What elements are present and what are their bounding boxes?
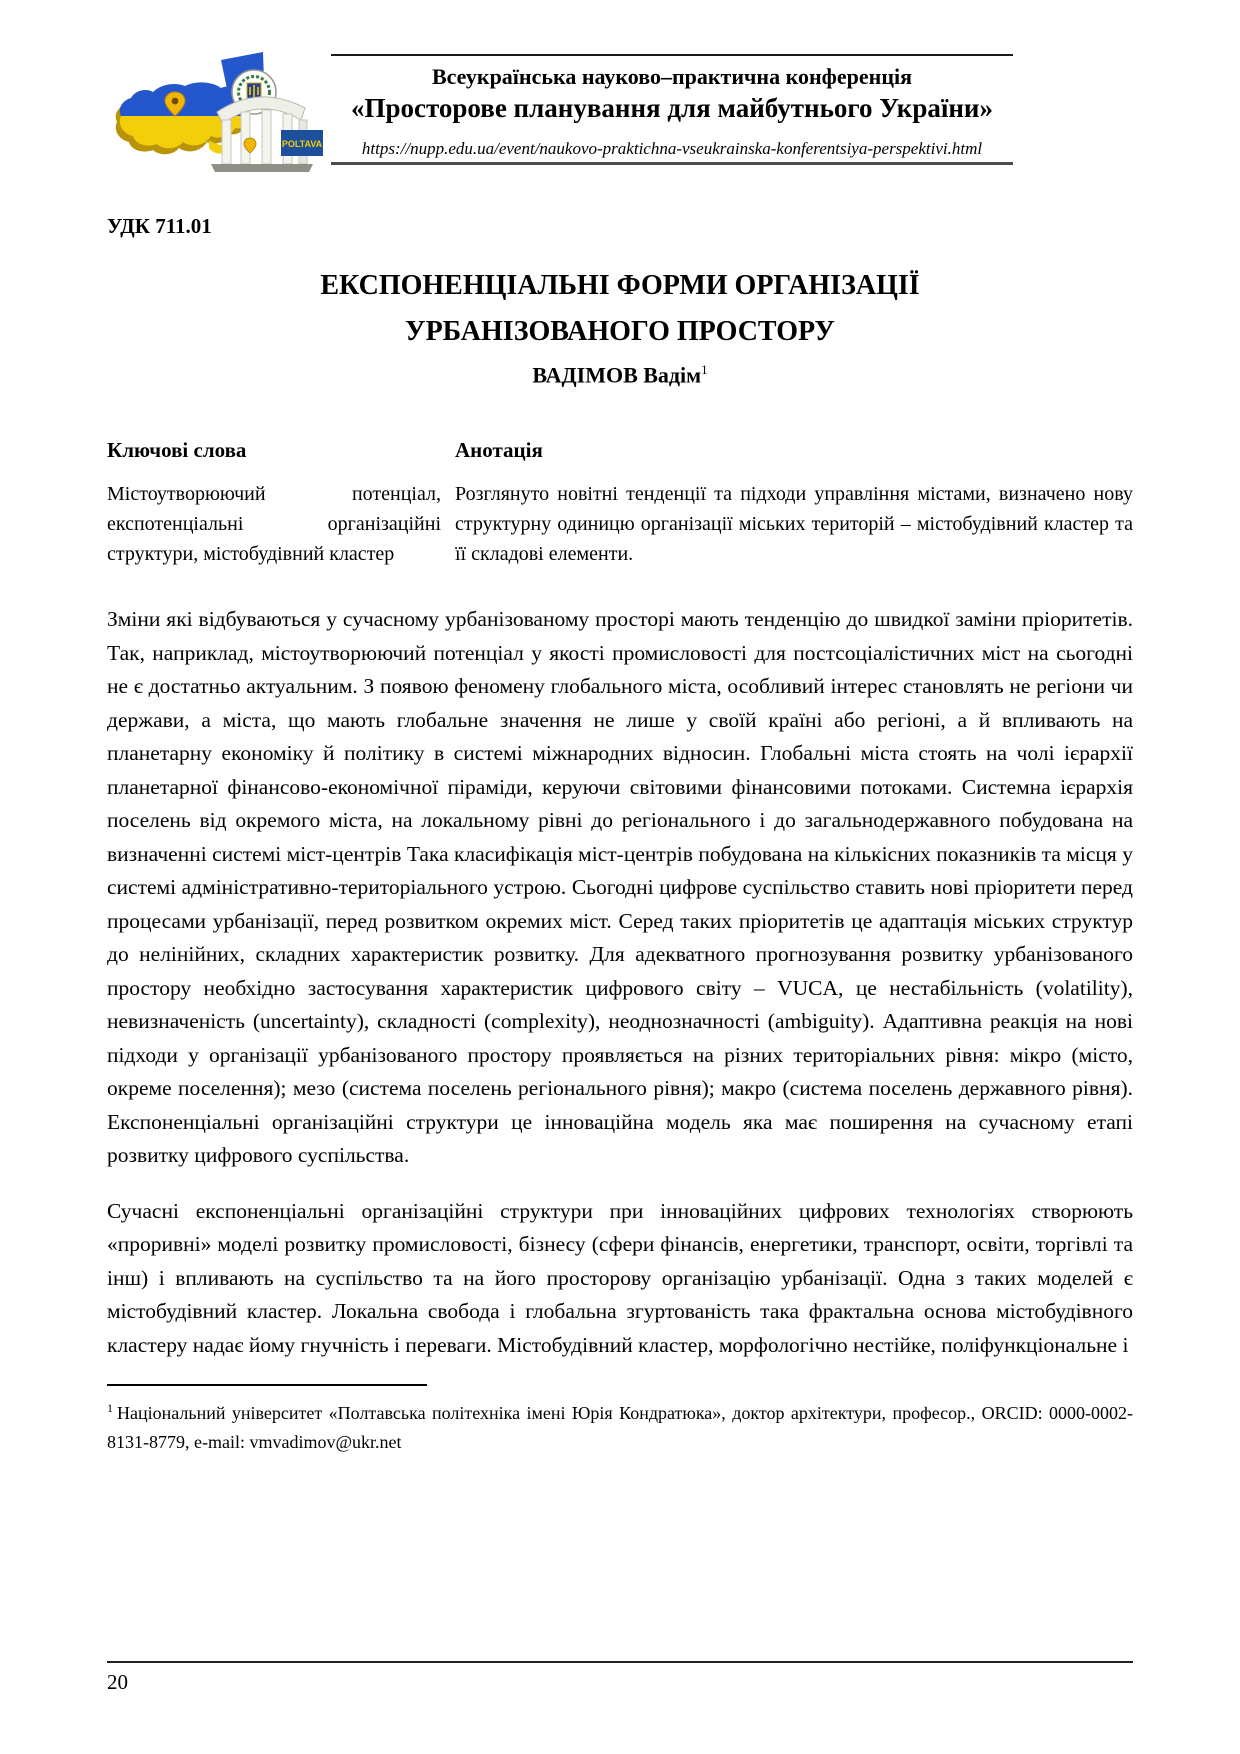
author-name-text: ВАДІМОВ Вадім <box>532 362 702 388</box>
page-number: 20 <box>107 1670 128 1694</box>
logo-graphic <box>113 50 323 176</box>
header-divider <box>331 162 1013 165</box>
abstract-header: Анотація <box>455 438 543 463</box>
abstract-text: Розглянуто новітні тенденції та підходи управління містами, визначено нову структурну одиницю організації міських територій – містобудівний кластер та її складові елементи. <box>455 483 1133 566</box>
keywords-text: Містоутворюючий потенціал, експотенціальні організаційні структури, містобудівний кластер <box>107 483 441 566</box>
page-header <box>107 50 1133 176</box>
conference-url-link[interactable]: https://nupp.edu.ua/event/naukovo-praktichna-vseukrainska-konferentsiya-perspektivi.html <box>361 139 983 158</box>
author-name <box>107 362 1133 388</box>
conference-name: Всеукраїнська науково–практична конференція <box>431 64 913 89</box>
article-title-line1: ЕКСПОНЕНЦІАЛЬНІ ФОРМИ ОРГАНІЗАЦІЇ <box>320 270 920 301</box>
poltava-label-text: POLTAVA <box>281 139 323 149</box>
article-title-line2: УРБАНІЗОВАНОГО ПРОСТОРУ <box>405 316 835 347</box>
footnote-block <box>107 1384 1133 1457</box>
footnote-divider <box>107 1384 427 1386</box>
footnote-text-line <box>107 1394 1133 1457</box>
page-footer <box>107 1661 1133 1695</box>
keywords-header: Ключові слова <box>107 438 247 463</box>
conference-header <box>331 54 1013 165</box>
footnote-mark: 1 <box>107 1401 113 1416</box>
author-footnote-mark: 1 <box>701 362 708 377</box>
university-logo <box>113 50 323 176</box>
udc-code: УДК 711.01 <box>107 214 212 238</box>
article-body <box>107 603 1133 1362</box>
article-title <box>107 263 1133 355</box>
footnote-text: Національний університет «Полтавська політехніка імені Юрія Кондратюка», доктор архітектури, професор., ORCID: 0000-0002-8131-8779, e-mail: vmvadimov@ukr.net <box>107 1403 1133 1453</box>
poltava-label <box>281 130 323 156</box>
body-paragraph-2: Сучасні експоненціальні організаційні структури при інноваційних цифрових технологіях створюють «проривні» моделі розвитку промисловості, бізнесу (сфери фінансів, енергетики, транспорт, освіти, торгівлі та інш) і впливають на суспільство та на його просторову організацію урбанізації. Одна з таких моделей є містобудівний кластер. Локальна свобода і глобальна згуртованість така фрактальна основа містобудівного кластеру надає йому гнучність і переваги. Містобудівний кластер, морфологічно нестійке, поліфункціональне і <box>107 1198 1133 1357</box>
body-paragraph-1: Зміни які відбуваються у сучасному урбанізованому просторі мають тенденцію до швидкої заміни пріоритетів. Так, наприклад, містоутворюючий потенціал у якості промисловості для постсоціалістичних міст на сьогодні не є достатньо актуальним. З появою феномену глобального міста, особливий інтерес становлять не регіони чи держави, а міста, що мають глобальне значення не лише у своїй країні або регіоні, а й впливають на планетарну економіку й політику в системі міжнародних відносин. Глобальні міста стоять на чолі ієрархії планетарної фінансово-економічної піраміди, керуючи світовими фінансовими потоками. Системна ієрархія поселень від окремого міста, на локальному рівні до регіонального і до загальнодержавного побудована на визначенні системі міст-центрів Така класифікація міст-центрів побудована на кількісних показників та місця у системі адміністративно-територіального устрою. Сьогодні цифрове суспільство ставить нові пріоритети перед процесами урбанізації, перед розвитком окремих міст. Серед таких пріоритетів це адаптація міських структур до нелінійних, складних характеристик розвитку. Для адекватного прогнозування розвитку урбанізованого простору необхідно застосування характеристик цифрового світу – VUCA, це нестабільність (volatility), невизначеність (uncertainty), складності (complexity), неоднозначності (ambiguity). Адаптивна реакція на нові підходи у організації урбанізованого простору проявляється на різних територіальних рівня: мікро (місто, окреме поселення); мезо (система поселень регіонального рівня); макро (система поселень державного рівня). Експоненціальні організаційні структури це інноваційна модель яка має поширення на сучасному етапі розвитку цифрового суспільства. <box>107 607 1133 1168</box>
keywords-abstract-table <box>107 438 1133 569</box>
conference-title: «Просторове планування для майбутнього України» <box>350 93 993 123</box>
